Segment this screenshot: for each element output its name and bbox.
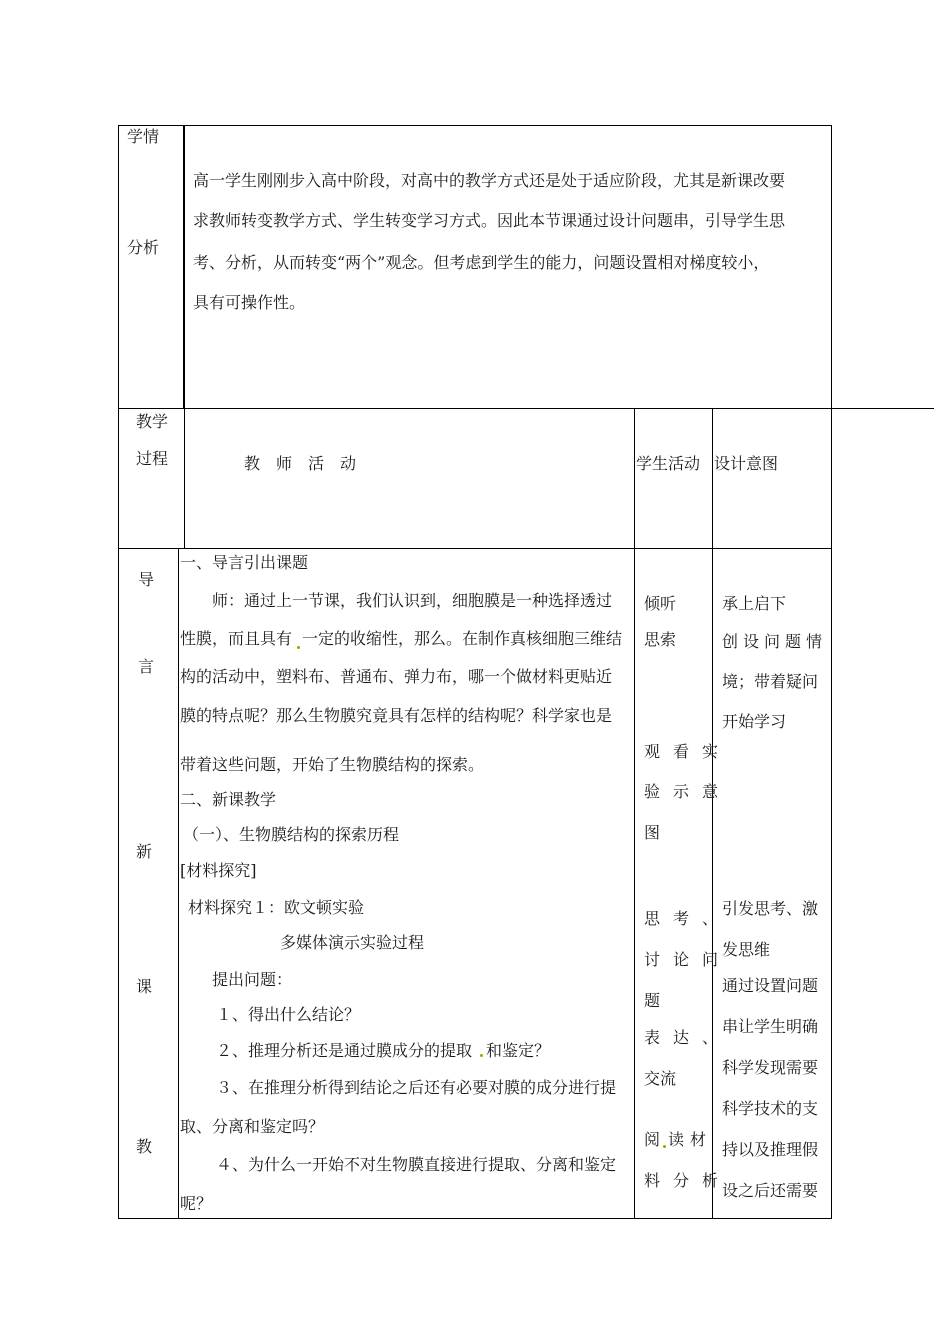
intent-line: 串让学生明确 <box>722 1017 819 1036</box>
teacher-line: [材料探究] <box>180 861 257 880</box>
student-line: 图 <box>644 823 661 842</box>
student-line: 倾听 <box>644 594 677 613</box>
intent-line: 开始学习 <box>722 712 787 731</box>
teacher-column-divider <box>634 409 635 1219</box>
teacher-activity-header: 教 师 活 动 <box>244 454 357 473</box>
design-intent-header: 设计意图 <box>714 454 779 473</box>
highlight-dot <box>297 646 300 649</box>
highlight-dot <box>480 1054 483 1057</box>
label-column-divider-mid <box>184 409 185 549</box>
side-label: 教 <box>136 1137 153 1156</box>
row-divider-2 <box>118 548 832 549</box>
situation-text-line: 具有可操作性。 <box>193 293 306 312</box>
student-line: 验示意 <box>644 782 732 801</box>
table-line-right-lower <box>831 409 832 1219</box>
student-line: 表达、 <box>644 1028 732 1047</box>
side-label: 导 <box>138 570 155 589</box>
student-column-divider <box>712 409 713 1219</box>
table-line-right-upper <box>831 125 832 409</box>
student-line: 讨论问 <box>644 950 732 969</box>
intent-line: 通过设置问题 <box>722 976 819 995</box>
intent-line: 境；带着疑问 <box>722 672 819 691</box>
teacher-line: ２、推理分析还是通过膜成分的提取 <box>216 1041 473 1060</box>
teacher-line: 带着这些问题，开始了生物膜结构的探索。 <box>180 755 485 774</box>
student-line: 思索 <box>644 630 677 649</box>
table-line-left <box>118 125 119 1219</box>
label-column-divider-lower <box>178 549 179 1219</box>
teacher-line: 二、新课教学 <box>180 790 277 809</box>
teacher-line: ４、为什么一开始不对生物膜直接进行提取、分离和鉴定 <box>216 1155 617 1174</box>
situation-text-line: 考、分析，从而转变“两个”观念。但考虑到学生的能力，问题设置相对梯度较小， <box>193 253 770 272</box>
situation-text-line: 求教师转变教学方式、学生转变学习方式。因此本节课通过设计问题串，引导学生思 <box>193 211 786 230</box>
teacher-line: 性膜，而且具有 <box>180 629 293 648</box>
student-line: 题 <box>644 991 661 1010</box>
intent-line: 设之后还需要 <box>722 1181 819 1200</box>
teacher-line: 膜的特点呢？那么生物膜究竟具有怎样的结构呢？科学家也是 <box>180 706 613 725</box>
student-line: 交流 <box>644 1069 677 1088</box>
student-line: 阅 <box>644 1130 661 1149</box>
student-line: 读材 <box>668 1130 713 1149</box>
intent-line: 科学发现需要 <box>722 1058 819 1077</box>
situation-text-line: 高一学生刚刚步入高中阶段，对高中的教学方式还是处于适应阶段，尤其是新课改要 <box>193 171 786 190</box>
teacher-line: 材料探究１：欧文顿实验 <box>188 898 365 917</box>
teacher-line: １、得出什么结论？ <box>216 1005 361 1024</box>
situation-label-line1: 学情 <box>127 127 160 146</box>
intent-line: 承上启下 <box>722 594 787 613</box>
side-label: 新 <box>136 842 153 861</box>
teacher-line: 师：通过上一节课，我们认识到，细胞膜是一种选择透过 <box>212 591 613 610</box>
teacher-line: 提出问题： <box>212 970 293 989</box>
table-line-bottom <box>118 1218 832 1219</box>
teacher-line: 构的活动中，塑料布、普通布、弹力布，哪一个做材料更贴近 <box>180 667 613 686</box>
row-divider-1 <box>118 408 934 409</box>
teacher-line: 和鉴定？ <box>486 1041 551 1060</box>
teacher-line: ３、在推理分析得到结论之后还有必要对膜的成分进行提 <box>216 1078 617 1097</box>
teacher-line: 一定的收缩性，那么。在制作真核细胞三维结 <box>302 629 623 648</box>
intent-line: 发思维 <box>722 940 771 959</box>
process-label-line1: 教学 <box>136 412 169 431</box>
process-label-line2: 过程 <box>136 449 169 468</box>
side-label: 课 <box>136 977 153 996</box>
intent-line: 创设问题情 <box>722 632 828 651</box>
teacher-line: 取、分离和鉴定吗？ <box>180 1117 325 1136</box>
label-column-divider-upper <box>183 125 185 409</box>
teacher-line: 呢？ <box>180 1194 213 1213</box>
teacher-line: 一、导言引出课题 <box>180 553 309 572</box>
teacher-line: 多媒体演示实验过程 <box>280 933 425 952</box>
student-activity-header: 学生活动 <box>636 454 701 473</box>
intent-line: 持以及推理假 <box>722 1140 819 1159</box>
highlight-dot <box>663 1145 666 1148</box>
situation-label-line2: 分析 <box>127 238 160 257</box>
side-label: 言 <box>138 657 155 676</box>
student-line: 料分析 <box>644 1171 732 1190</box>
intent-line: 引发思考、激 <box>722 899 819 918</box>
intent-line: 科学技术的支 <box>722 1099 819 1118</box>
student-line: 观看实 <box>644 742 732 761</box>
student-line: 思考、 <box>644 909 732 928</box>
teacher-line: （一）、生物膜结构的探索历程 <box>183 825 400 844</box>
table-line-top <box>118 125 832 126</box>
